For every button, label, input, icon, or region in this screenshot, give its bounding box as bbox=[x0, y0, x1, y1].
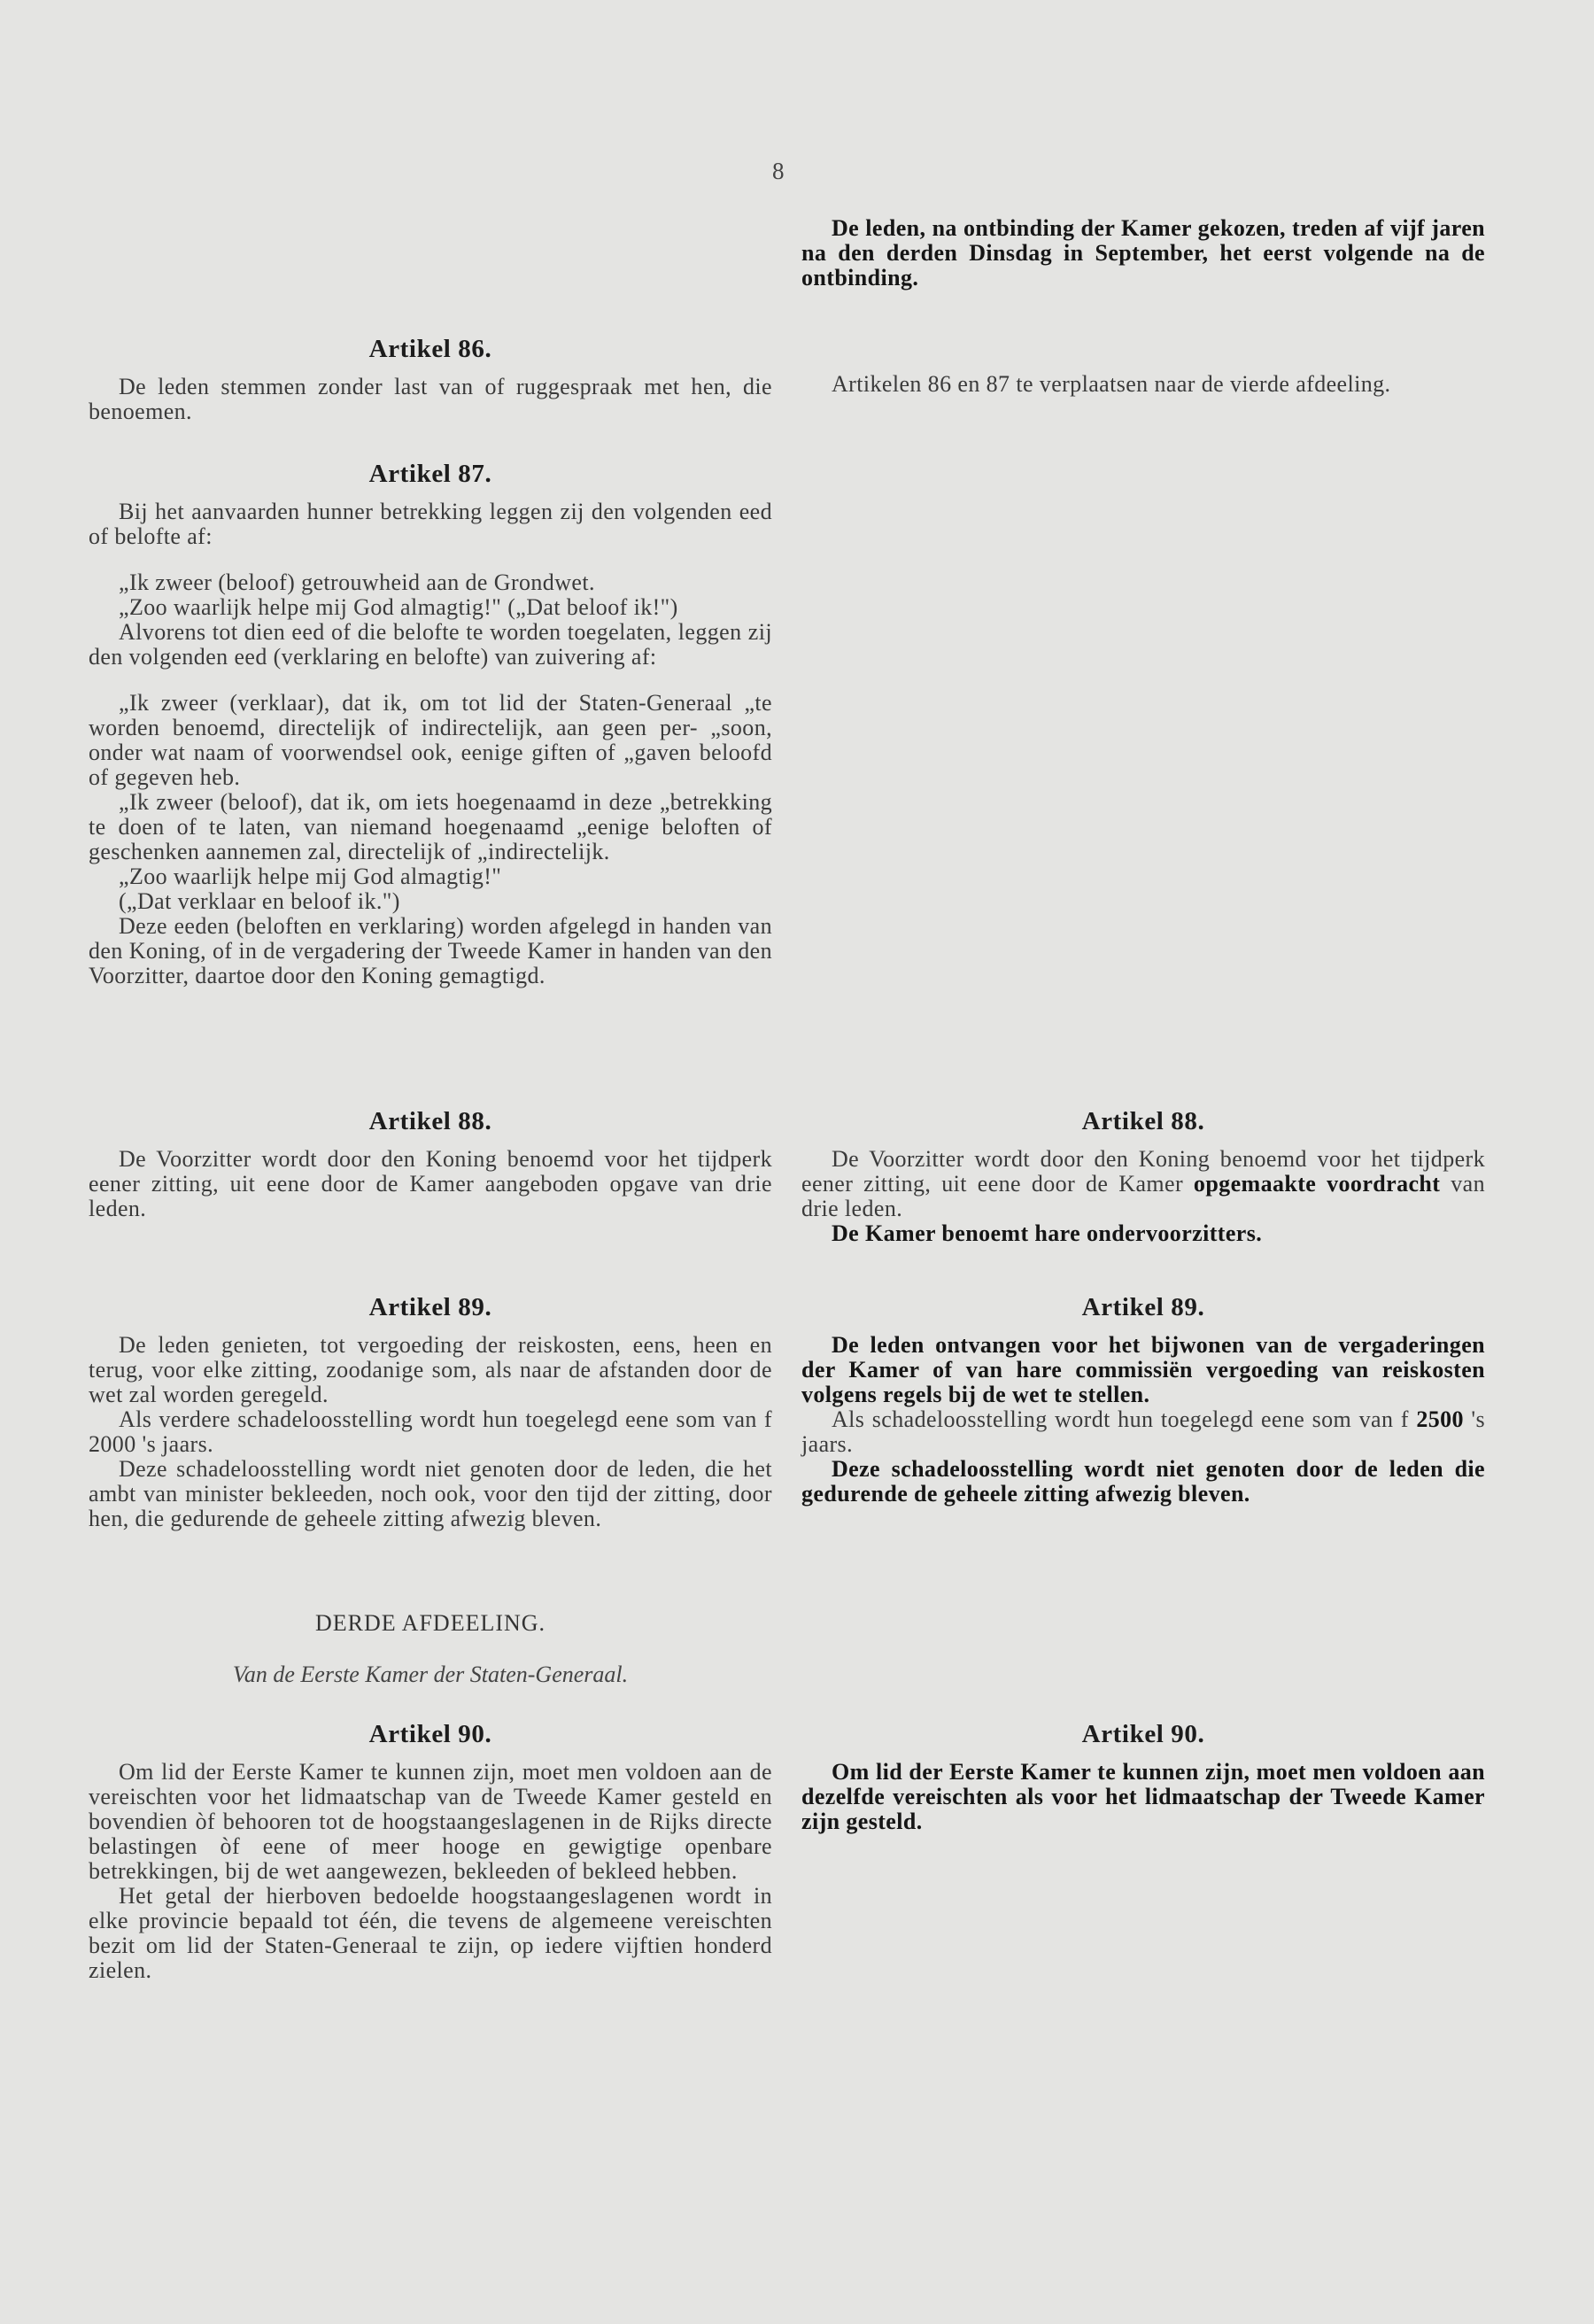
left-art87-p3: „Zoo waarlijk helpe mij God almagtig!" („Dat beloof ik!") bbox=[119, 594, 678, 620]
left-art89-p1: De leden genieten, tot vergoeding der reiskosten, eens, heen en terug, voor elke zitting, zoodanige som, als naar de afstanden door de wet zal worden geregeld. bbox=[89, 1332, 772, 1407]
right-art88 bbox=[801, 1107, 1485, 1246]
left-art90-title: Artikel 90. bbox=[368, 1720, 492, 1748]
left-art87-p1: Bij het aanvaarden hunner betrekking leggen zij den volgenden eed of belofte af: bbox=[89, 499, 772, 549]
left-art89 bbox=[89, 1293, 772, 1531]
right-art90 bbox=[801, 1720, 1485, 1834]
right-note-text: Artikelen 86 en 87 te verplaatsen naar de vierde afdeeling. bbox=[832, 371, 1391, 397]
right-art89-p2-b: 2500 bbox=[1416, 1406, 1464, 1432]
right-art89-title: Artikel 89. bbox=[1081, 1293, 1205, 1321]
section-subheading: Van de Eerste Kamer der Staten-Generaal. bbox=[232, 1662, 629, 1687]
right-art90-title: Artikel 90. bbox=[1081, 1720, 1205, 1748]
left-art87-p2: „Ik zweer (beloof) getrouwheid aan de Grondwet. bbox=[119, 569, 595, 595]
left-art88-text: De Voorzitter wordt door den Koning benoemd voor het tijdperk eener zitting, uit eene door de Kamer aangeboden opgave van drie leden. bbox=[89, 1146, 772, 1221]
left-art90-p1: Om lid der Eerste Kamer te kunnen zijn, moet men voldoen aan de vereischten voor het lidmaatschap van de Tweede Kamer gesteld en bovendien òf behooren tot de hoogstaangeslagenen in de Rijks directe belastingen òf eene of meer hooge en gewigtige openbare betrekkingen, bij de wet aangewezen, bekleeden of bekleed hebben. bbox=[89, 1759, 772, 1884]
right-art88-p1-c: van drie leden. bbox=[801, 1171, 1485, 1221]
left-art87-title: Artikel 87. bbox=[368, 460, 492, 488]
left-art87-p8: („Dat verklaar en beloof ik.") bbox=[119, 888, 400, 914]
right-art90-p1: Om lid der Eerste Kamer te kunnen zijn, moet men voldoen aan dezelfde vereischten als voor het lidmaatschap der Tweede Kamer zijn gesteld. bbox=[801, 1759, 1485, 1834]
left-art87-p9: Deze eeden (beloften en verklaring) worden afgelegd in handen van den Koning, of in de vergadering der Tweede Kamer in handen van den Voorzitter, daartoe door den Koning gemagtigd. bbox=[89, 913, 772, 988]
left-art86-text: De leden stemmen zonder last van of ruggespraak met hen, die benoemen. bbox=[89, 374, 772, 424]
right-intro-text: De leden, na ontbinding der Kamer gekozen, treden af vijf jaren na den derden Dinsdag in September, het eerst volgende na de ontbinding. bbox=[801, 215, 1485, 290]
left-column-top bbox=[89, 335, 772, 988]
right-art88-p1 bbox=[801, 1147, 1485, 1221]
left-art89-p2: Als verdere schadeloosstelling wordt hun toegelegd eene som van f 2000 's jaars. bbox=[89, 1406, 772, 1457]
left-art88-title: Artikel 88. bbox=[368, 1107, 492, 1135]
left-art89-title: Artikel 89. bbox=[368, 1293, 492, 1321]
right-art88-p2: De Kamer benoemt hare ondervoorzitters. bbox=[832, 1220, 1263, 1246]
left-section bbox=[89, 1610, 772, 1688]
right-art88-p1-a: De Voorzitter wordt door den Koning benoemd voor het tijdperk eener zitting, uit eene door de Kamer bbox=[801, 1146, 1485, 1197]
left-art90-p2: Het getal der hierboven bedoelde hoogstaangeslagenen wordt in elke provincie bepaald tot één, die tevens de algemeene vereischten bezit om lid der Staten-Generaal te zijn, op iedere vijftien honderd zielen. bbox=[89, 1883, 772, 1983]
right-art89-p2-a: Als schadeloosstelling wordt hun toegelegd eene som van f bbox=[832, 1406, 1409, 1432]
right-art88-p1-b: opgemaakte voordracht bbox=[1193, 1171, 1441, 1197]
right-art89-p3: Deze schadeloosstelling wordt niet genoten door de leden die gedurende de geheele zitting afwezig bleven. bbox=[801, 1456, 1485, 1507]
left-art90 bbox=[89, 1720, 772, 1983]
left-art87-p7: „Zoo waarlijk helpe mij God almagtig!" bbox=[119, 864, 502, 889]
right-art88-title: Artikel 88. bbox=[1081, 1107, 1205, 1135]
left-art86-title: Artikel 86. bbox=[368, 335, 492, 363]
page-number: 8 bbox=[772, 158, 785, 184]
right-art89-p2 bbox=[801, 1407, 1485, 1457]
left-art87-p6: „Ik zweer (beloof), dat ik, om iets hoegenaamd in deze „betrekking te doen of te laten, van niemand hoegenaamd „eenige beloften of geschenken aannemen zal, directelijk of „indirectelijk. bbox=[89, 789, 772, 864]
section-heading: DERDE AFDEELING. bbox=[314, 1610, 546, 1636]
left-art87-p4: Alvorens tot dien eed of die belofte te worden toegelaten, leggen zij den volgenden eed (verklaring en belofte) van zuivering af: bbox=[89, 619, 772, 670]
right-art86-87-note bbox=[801, 372, 1485, 397]
right-art89-p2-c: 's jaars. bbox=[801, 1406, 1486, 1457]
left-art89-p3: Deze schadeloosstelling wordt niet genoten door de leden, die het ambt van minister bekleeden, noch ook, voor den tijd der zitting, door hen, die gedurende de geheele zitting afwezig bleven. bbox=[89, 1456, 772, 1531]
right-intro bbox=[801, 216, 1485, 290]
right-art89-p1: De leden ontvangen voor het bijwonen van de vergaderingen der Kamer of van hare commissiën vergoeding van reiskosten volgens regels bij de wet te stellen. bbox=[801, 1332, 1485, 1407]
left-art88 bbox=[89, 1107, 772, 1221]
left-art87-p5: „Ik zweer (verklaar), dat ik, om tot lid der Staten-Generaal „te worden benoemd, directelijk of indirectelijk, aan geen per- „soon, onder wat naam of voorwendsel ook, eenige giften of „gaven beloofd of gegeven heb. bbox=[89, 690, 772, 790]
right-art89 bbox=[801, 1293, 1485, 1507]
